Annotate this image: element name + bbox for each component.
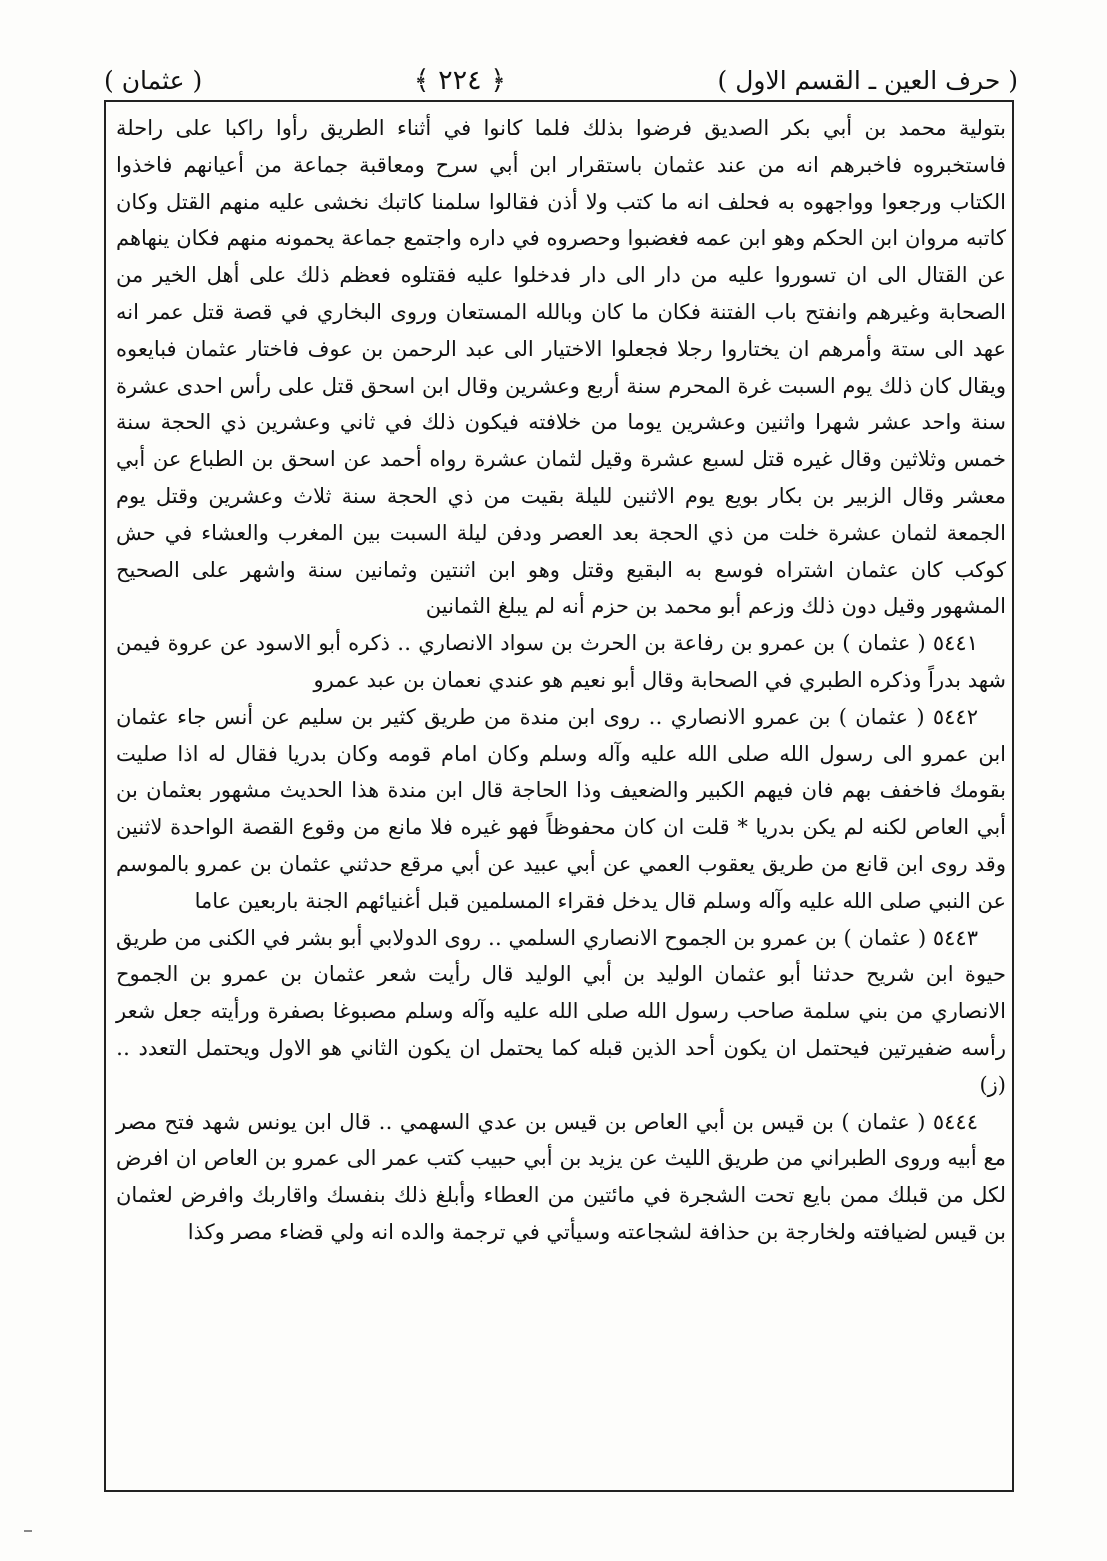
entry-5441: ٥٤٤١ ( عثمان ) بن عمرو بن رفاعة بن الحرث بن سواد الانصاري ‥ ذكره أبو الاسود عن عروة فيمن شهد بدراً وذكره الطبري في الصحابة وقال أبو نعيم هو عندي نعمان بن عبد عمرو bbox=[116, 631, 1006, 692]
paragraph-continuation: بتولية محمد بن أبي بكر الصديق فرضوا بذلك فلما كانوا في أثناء الطريق رأوا راكبا على راحلة فاستخبروه فاخبرهم انه من عند عثمان باستقرار ابن أبي سرح ومعاقبة جماعة من أعيانهم فاخذوا الكتاب ورجعوا وواجهوه به فحلف انه ما كتب ولا أذن فقالوا سلمنا كاتبك نخشى عليه منهم القتل وكان كاتبه مروان ابن الحكم وهو ابن عمه فغضبوا وحصروه في داره واجتمع جماعة يحمونه منهم فكان ينهاهم عن القتال الى ان تسوروا عليه من دار الى دار فدخلوا عليه فقتلوه فعظم ذلك على أهل الخير من الصحابة وغيرهم وانفتح باب الفتنة فكان ما كان وبالله المستعان وروى البخاري في قصة قتل عمر انه عهد الى ستة وأمرهم ان يختاروا رجلا فجعلوا الاختيار الى عبد الرحمن بن عوف فاختار عثمان فبايعوه ويقال كان ذلك يوم السبت غرة المحرم سنة أربع وعشرين وقال ابن اسحق قتل على رأس احدى عشرة سنة واحد عشر شهرا واثنين وعشرين يوما من خلافته فيكون ذلك في ثاني وعشرين ذي الحجة سنة خمس وثلاثين وقال غيره قتل لسبع عشرة وقيل لثمان عشرة رواه أحمد عن اسحق بن الطباع عن أبي معشر وقال الزبير بن بكار بويع يوم الاثنين لليلة بقيت من ذي الحجة سنة ثلاث وعشرين وقتل يوم الجمعة لثمان عشرة خلت من ذي الحجة بعد العصر ودفن ليلة السبت بين المغرب والعشاء في حش كوكب كان عثمان اشتراه فوسع به البقيع وقتل وهو ابن اثنتين وثمانين سنة واشهر على الصحيح المشهور وقيل دون ذلك وزعم أبو محمد بن حزم أنه لم يبلغ الثمانين bbox=[116, 116, 1006, 619]
running-header bbox=[104, 56, 1018, 104]
entry-5444: ٥٤٤٤ ( عثمان ) بن قيس بن أبي العاص بن قيس بن عدي السهمي ‥ قال ابن يونس شهد فتح مصر مع أبيه وروى الطبراني من طريق الليث عن يزيد بن أبي حبيب كتب عمر الى عمرو بن العاص ان افرض لكل من قبلك ممن بايع تحت الشجرة في مائتين من العطاء وأبلغ ذلك بنفسك واقاربك وافرض لعثمان بن قيس لضيافته ولخارجة بن حذافة لشجاعته وسيأتي في ترجمة والده انه ولي قضاء مصر وكذا bbox=[116, 1109, 1006, 1244]
scan-mark bbox=[24, 1530, 32, 1532]
header-entry-name: ( عثمان ) bbox=[104, 65, 203, 95]
entry-5442: ٥٤٤٢ ( عثمان ) بن عمرو الانصاري ‥ روى ابن مندة من طريق كثير بن سليم عن أنس جاء عثمان ابن عمرو الى رسول الله صلى الله عليه وآله وسلم وكان امام قومه وكان بدريا فقال له اذا صليت بقومك فاخفف بهم فان فيهم الكبير والضعيف وذا الحاجة قال ابن مندة هذا الحديث مشهور بعثمان بن أبي العاص لكنه لم يكن بدريا * قلت ان كان محفوظاً فهو غيره فلا مانع من وقوع القصة الواحدة لاثنين وقد روى ابن قانع من طريق يعقوب العمي عن أبي عبيد عن أبي مرقع حدثني عثمان بن عمرو بالموسم عن النبي صلى الله عليه وآله وسلم قال يدخل فقراء المسلمين قبل أغنيائهم الجنة باربعين عاما bbox=[116, 704, 1006, 913]
header-chapter-title: ( حرف العين ـ القسم الاول ) bbox=[717, 65, 1018, 95]
entry-5443: ٥٤٤٣ ( عثمان ) بن عمرو بن الجموح الانصاري السلمي ‥ روى الدولابي أبو بشر في الكنى من طريق حيوة ابن شريح حدثنا أبو عثمان الوليد بن أبي الوليد قال رأيت شعر عثمان بن عمرو بن الجموح الانصاري من بني سلمة صاحب رسول الله صلى الله عليه وآله وسلم مصبوغا بصفرة ورأيته جعل شعر رأسه ضفيرتين فيحتمل ان يكون أحد الذين قبله كما يحتمل ان يكون الثاني هو الاول ويحتمل التعدد ‥ (ز) bbox=[116, 925, 1006, 1097]
body-text bbox=[116, 110, 1006, 1251]
page-number: ﴿ ٢٢٤ ﴾ bbox=[413, 64, 507, 96]
